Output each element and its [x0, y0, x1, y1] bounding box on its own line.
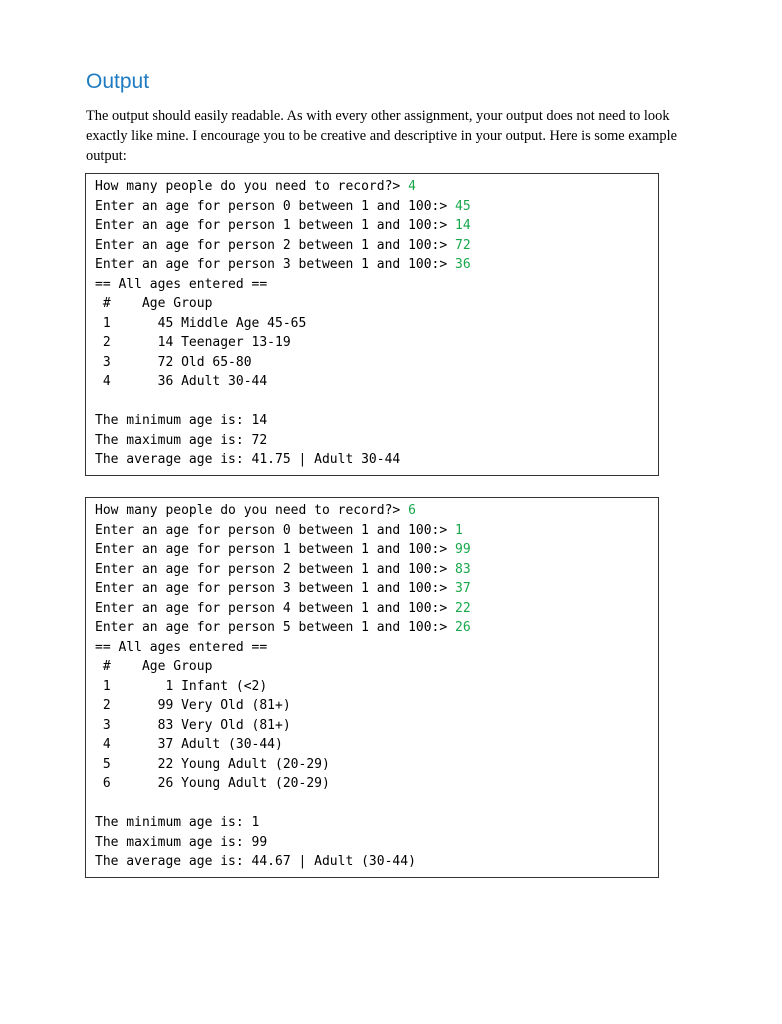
console-line: [95, 177, 658, 197]
console-text: 2 99 Very Old (81+): [95, 698, 291, 713]
console-text: 3 83 Very Old (81+): [95, 717, 291, 733]
console-text: # Age Group: [95, 659, 213, 674]
console-text: 2 14 Teenager 13-19: [95, 335, 291, 350]
console-text: Enter an age for person 1 between 1 and 100:>: [95, 218, 456, 233]
console-text: == All ages entered ==: [95, 639, 268, 655]
console-line: [95, 618, 658, 638]
console-line: [95, 735, 658, 755]
console-line: [95, 657, 658, 677]
example-output-2: [85, 497, 659, 878]
console-line: [95, 521, 658, 541]
console-text: How many people do you need to record?>: [95, 179, 409, 194]
console-text: Enter an age for person 3 between 1 and 100:>: [95, 581, 456, 596]
console-line: [95, 579, 658, 599]
console-text: Enter an age for person 2 between 1 and 100:>: [95, 561, 456, 577]
console-text: == All ages entered ==: [95, 276, 268, 292]
console-line: [95, 294, 658, 314]
user-input-value: 22: [455, 600, 471, 616]
console-text: 1 45 Middle Age 45-65: [95, 315, 307, 331]
console-text: The average age is: 44.67 | Adult (30-44): [95, 854, 416, 869]
user-input-value: 37: [455, 581, 471, 596]
user-input-value: 14: [455, 218, 471, 233]
console-text: Enter an age for person 0 between 1 and 100:>: [95, 522, 456, 538]
console-text: 5 22 Young Adult (20-29): [95, 756, 330, 772]
console-text: The maximum age is: 99: [95, 834, 268, 850]
console-line: [95, 755, 658, 775]
console-text: Enter an age for person 3 between 1 and 100:>: [95, 257, 456, 272]
console-text: 3 72 Old 65-80: [95, 354, 252, 370]
console-line: [95, 677, 658, 697]
user-input-value: 26: [455, 620, 471, 635]
console-line: [95, 450, 658, 470]
console-line: [95, 392, 658, 412]
console-text: The maximum age is: 72: [95, 432, 268, 448]
console-line: [95, 540, 658, 560]
console-line: [95, 333, 658, 353]
console-text: 4 36 Adult 30-44: [95, 374, 268, 389]
console-line: [95, 255, 658, 275]
console-line: [95, 696, 658, 716]
user-input-value: 1: [455, 522, 463, 538]
user-input-value: 99: [455, 542, 471, 557]
console-text: The average age is: 41.75 | Adult 30-44: [95, 452, 401, 467]
console-line: [95, 353, 658, 373]
intro-paragraph: The output should easily readable. As with every other assignment, your output does not need to look exactly like mine. I encourage you to be creative and descriptive in your output. Here is some example output:: [86, 108, 678, 164]
console-line: [95, 314, 658, 334]
console-line: [95, 560, 658, 580]
console-line: [95, 852, 658, 872]
user-input-value: 45: [455, 198, 471, 214]
console-line: [95, 833, 658, 853]
section-heading: Output: [86, 70, 150, 93]
console-line: [95, 411, 658, 431]
console-line: [95, 794, 658, 814]
console-text: The minimum age is: 1: [95, 815, 260, 830]
console-line: [95, 774, 658, 794]
console-text: Enter an age for person 4 between 1 and 100:>: [95, 600, 456, 616]
console-text: Enter an age for person 1 between 1 and 100:>: [95, 542, 456, 557]
console-line: [95, 372, 658, 392]
console-line: [95, 197, 658, 217]
example-output-1: [85, 173, 659, 476]
console-text: How many people do you need to record?>: [95, 503, 409, 518]
console-text: Enter an age for person 0 between 1 and 100:>: [95, 198, 456, 214]
user-input-value: 6: [408, 503, 416, 518]
console-text: Enter an age for person 5 between 1 and 100:>: [95, 620, 456, 635]
console-line: [95, 813, 658, 833]
user-input-value: 36: [455, 257, 471, 272]
console-text: 4 37 Adult (30-44): [95, 737, 283, 752]
console-line: [95, 236, 658, 256]
user-input-value: 72: [455, 237, 471, 253]
console-line: [95, 216, 658, 236]
console-line: [95, 501, 658, 521]
console-text: The minimum age is: 14: [95, 413, 268, 428]
console-text: 6 26 Young Adult (20-29): [95, 776, 330, 791]
console-text: # Age Group: [95, 296, 213, 311]
console-line: [95, 599, 658, 619]
console-text: 1 1 Infant (<2): [95, 678, 268, 694]
console-line: [95, 431, 658, 451]
user-input-value: 4: [408, 179, 416, 194]
user-input-value: 83: [455, 561, 471, 577]
console-line: [95, 275, 658, 295]
console-text: Enter an age for person 2 between 1 and 100:>: [95, 237, 456, 253]
console-line: [95, 638, 658, 658]
console-line: [95, 716, 658, 736]
